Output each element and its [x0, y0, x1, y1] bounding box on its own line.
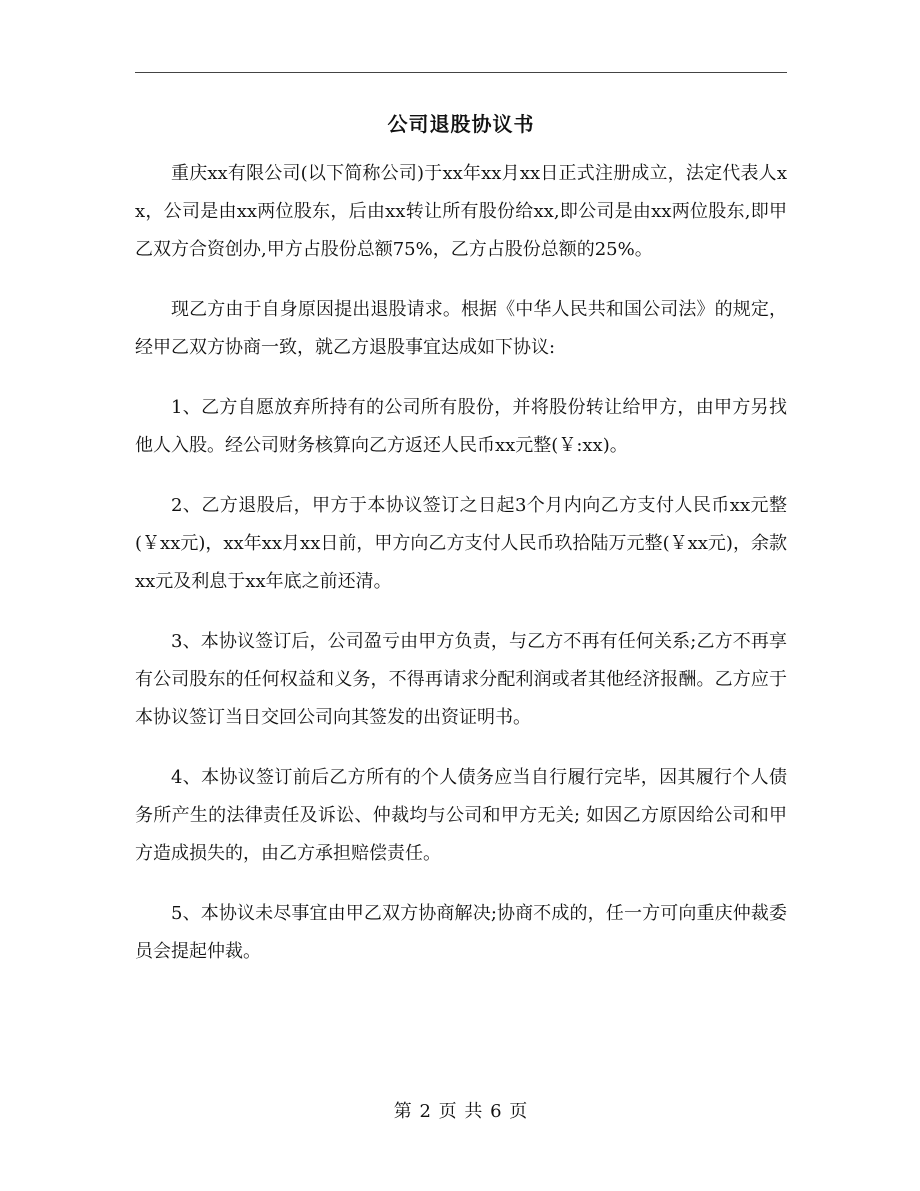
- clause-3: 3、本协议签订后，公司盈亏由甲方负责，与乙方不再有任何关系;乙方不再享有公司股东的任何权益和义务，不得再请求分配利润或者其他经济报酬。乙方应于本协议签订当日交回公司向其签发的出资证明书。: [135, 631, 787, 728]
- header-divider: [135, 72, 787, 73]
- paragraph-basis: 现乙方由于自身原因提出退股请求。根据《中华人民共和国公司法》的规定，经甲乙双方协商一致，就乙方退股事宜达成如下协议:: [135, 299, 787, 358]
- clause-2: 2、乙方退股后，甲方于本协议签订之日起3个月内向乙方支付人民币xx元整(￥xx元)，xx年xx月xx日前，甲方向乙方支付人民币玖拾陆万元整(￥xx元)，余款xx元及利息于xx年底之前还清。: [135, 495, 787, 592]
- clause-4: 4、本协议签订前后乙方所有的个人债务应当自行履行完毕，因其履行个人债务所产生的法律责任及诉讼、仲裁均与公司和甲方无关; 如因乙方原因给公司和甲方造成损失的，由乙方承担赔偿责任。: [135, 767, 787, 864]
- clause-5: 5、本协议未尽事宜由甲乙双方协商解决;协商不成的，任一方可向重庆仲裁委员会提起仲裁。: [135, 903, 787, 962]
- paragraph-intro: 重庆xx有限公司(以下简称公司)于xx年xx月xx日正式注册成立，法定代表人xx，公司是由xx两位股东，后由xx转让所有股份给xx,即公司是由xx两位股东,即甲乙双方合资创办,甲方占股份总额75%，乙方占股份总额的25%。: [135, 163, 787, 260]
- document-body: [135, 155, 787, 993]
- clause-1: 1、乙方自愿放弃所持有的公司所有股份，并将股份转让给甲方，由甲方另找他人入股。经公司财务核算向乙方返还人民币xx元整(￥:xx)。: [135, 397, 787, 456]
- document-title: 公司退股协议书: [387, 112, 535, 136]
- page-number: 第 2 页 共 6 页: [393, 1101, 529, 1122]
